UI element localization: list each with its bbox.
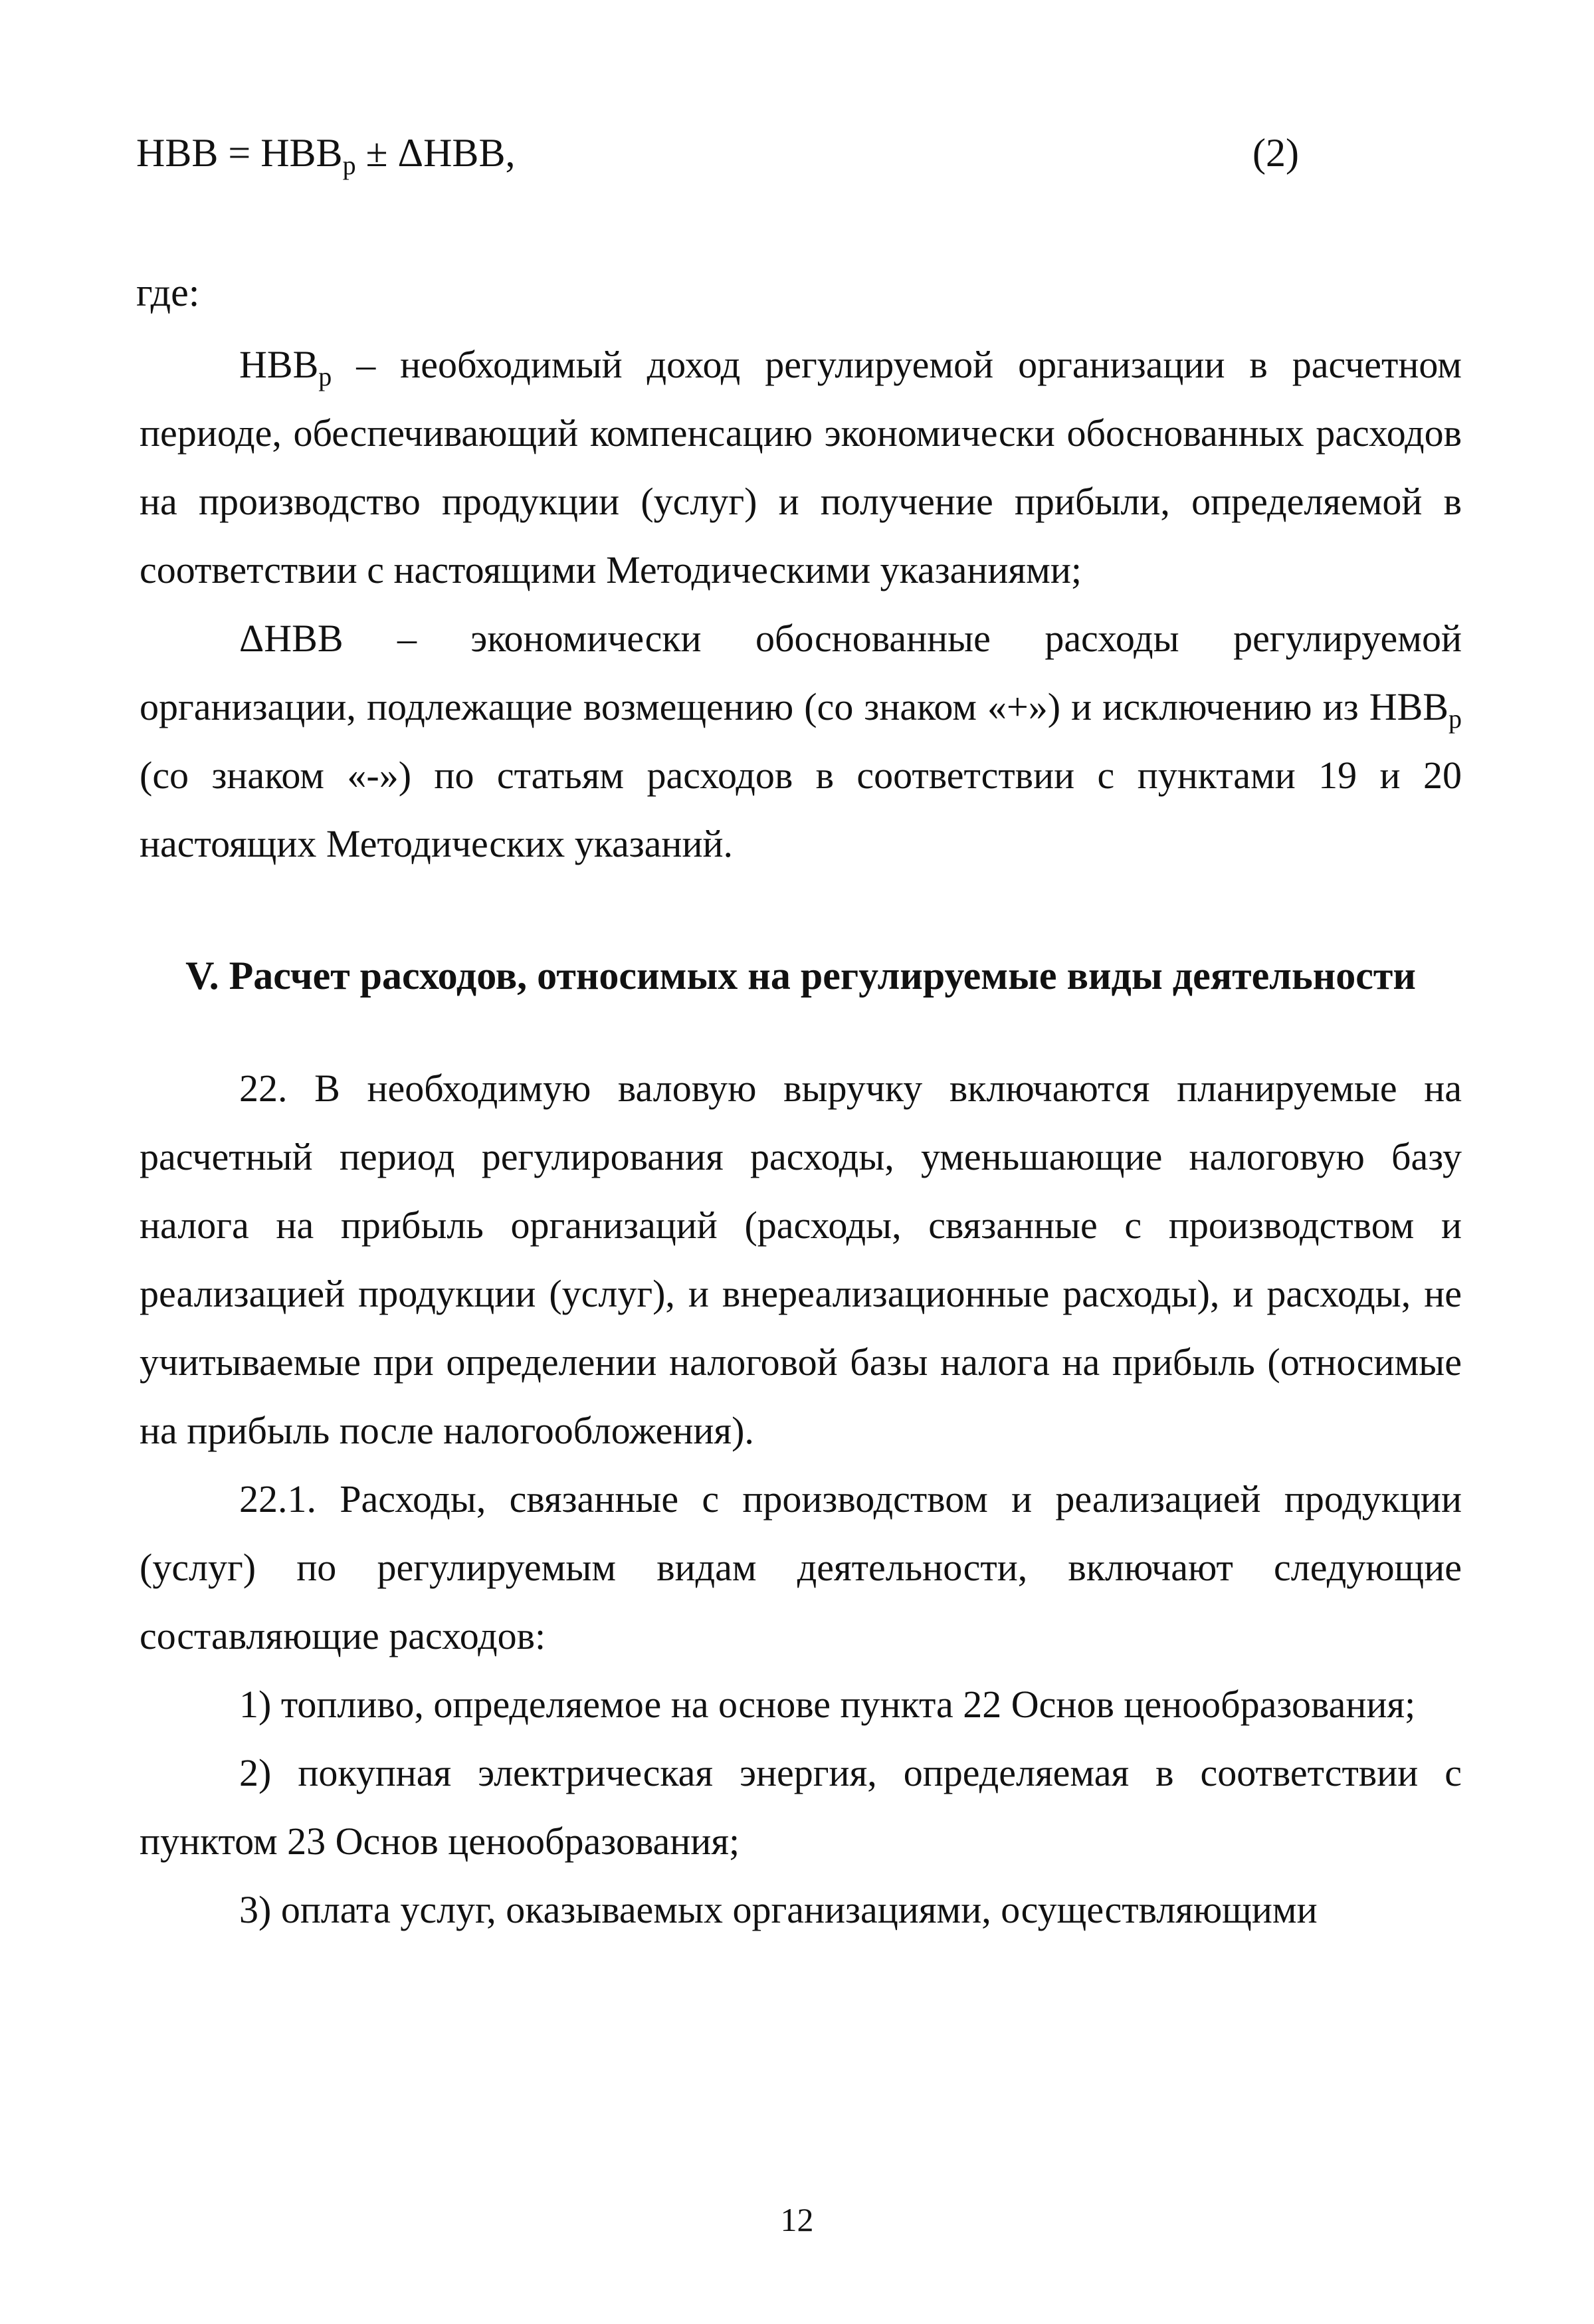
formula-subscript: р: [342, 150, 356, 180]
where-label: где:: [136, 270, 200, 314]
list-item: 3) оплата услуг, оказываемых организациями, осуществляющими: [239, 1888, 1318, 1931]
definition-term: ΔНВВ: [239, 617, 344, 660]
definition-nvvr: [140, 330, 1462, 604]
page-number: 12: [780, 2201, 814, 2238]
definition-term: НВВ: [239, 343, 319, 386]
formula-number: (2): [1252, 131, 1299, 175]
definition-delta-nvv: [140, 604, 1462, 878]
body-block: [140, 1054, 1462, 1944]
paragraph: 22.1. Расходы, связанные с производством и реализацией продукции (услуг) по регулируемым видам деятельности, включают следующие составляющие расходов:: [140, 1477, 1462, 1657]
definition-text-subscript: р: [1448, 704, 1462, 734]
formula-lhs-part: НВВ = НВВ: [136, 131, 343, 175]
list-item: 1) топливо, определяемое на основе пункта 22 Основ ценообразования;: [239, 1683, 1416, 1726]
definition-term-subscript: р: [318, 362, 332, 391]
definitions-block: [140, 330, 1462, 878]
paragraph: 22. В необходимую валовую выручку включаются планируемые на расчетный период регулирования расходы, уменьшающие налоговую базу налога на прибыль организаций (расходы, связанные с производством и реализацией продукции (услуг), и внереализационные расходы), и расходы, не учитываемые при определении налоговой базы налога на прибыль (относимые на прибыль после налогообложения).: [140, 1067, 1462, 1452]
formula-rhs-part: ± ΔНВВ,: [355, 131, 516, 175]
section-heading: V. Расчет расходов, относимых на регулируемые виды деятельности: [185, 954, 1416, 998]
formula-expression: [136, 126, 515, 179]
definition-text: – экономически обоснованные расходы регулируемой организации, подлежащие возмещению (со знаком «+») и исключению из НВВ: [140, 617, 1462, 728]
definition-text: (со знаком «-») по статьям расходов в соответствии с пунктами 19 и 20 настоящих Методических указаний.: [140, 754, 1462, 865]
definition-text: – необходимый доход регулируемой организации в расчетном периоде, обеспечивающий компенсацию экономически обоснованных расходов на производство продукции (услуг) и получение прибыли, определяемой в соответствии с настоящими Методическими указаниями;: [140, 343, 1462, 591]
list-item: 2) покупная электрическая энергия, определяемая в соответствии с пунктом 23 Основ ценообразования;: [140, 1751, 1462, 1863]
